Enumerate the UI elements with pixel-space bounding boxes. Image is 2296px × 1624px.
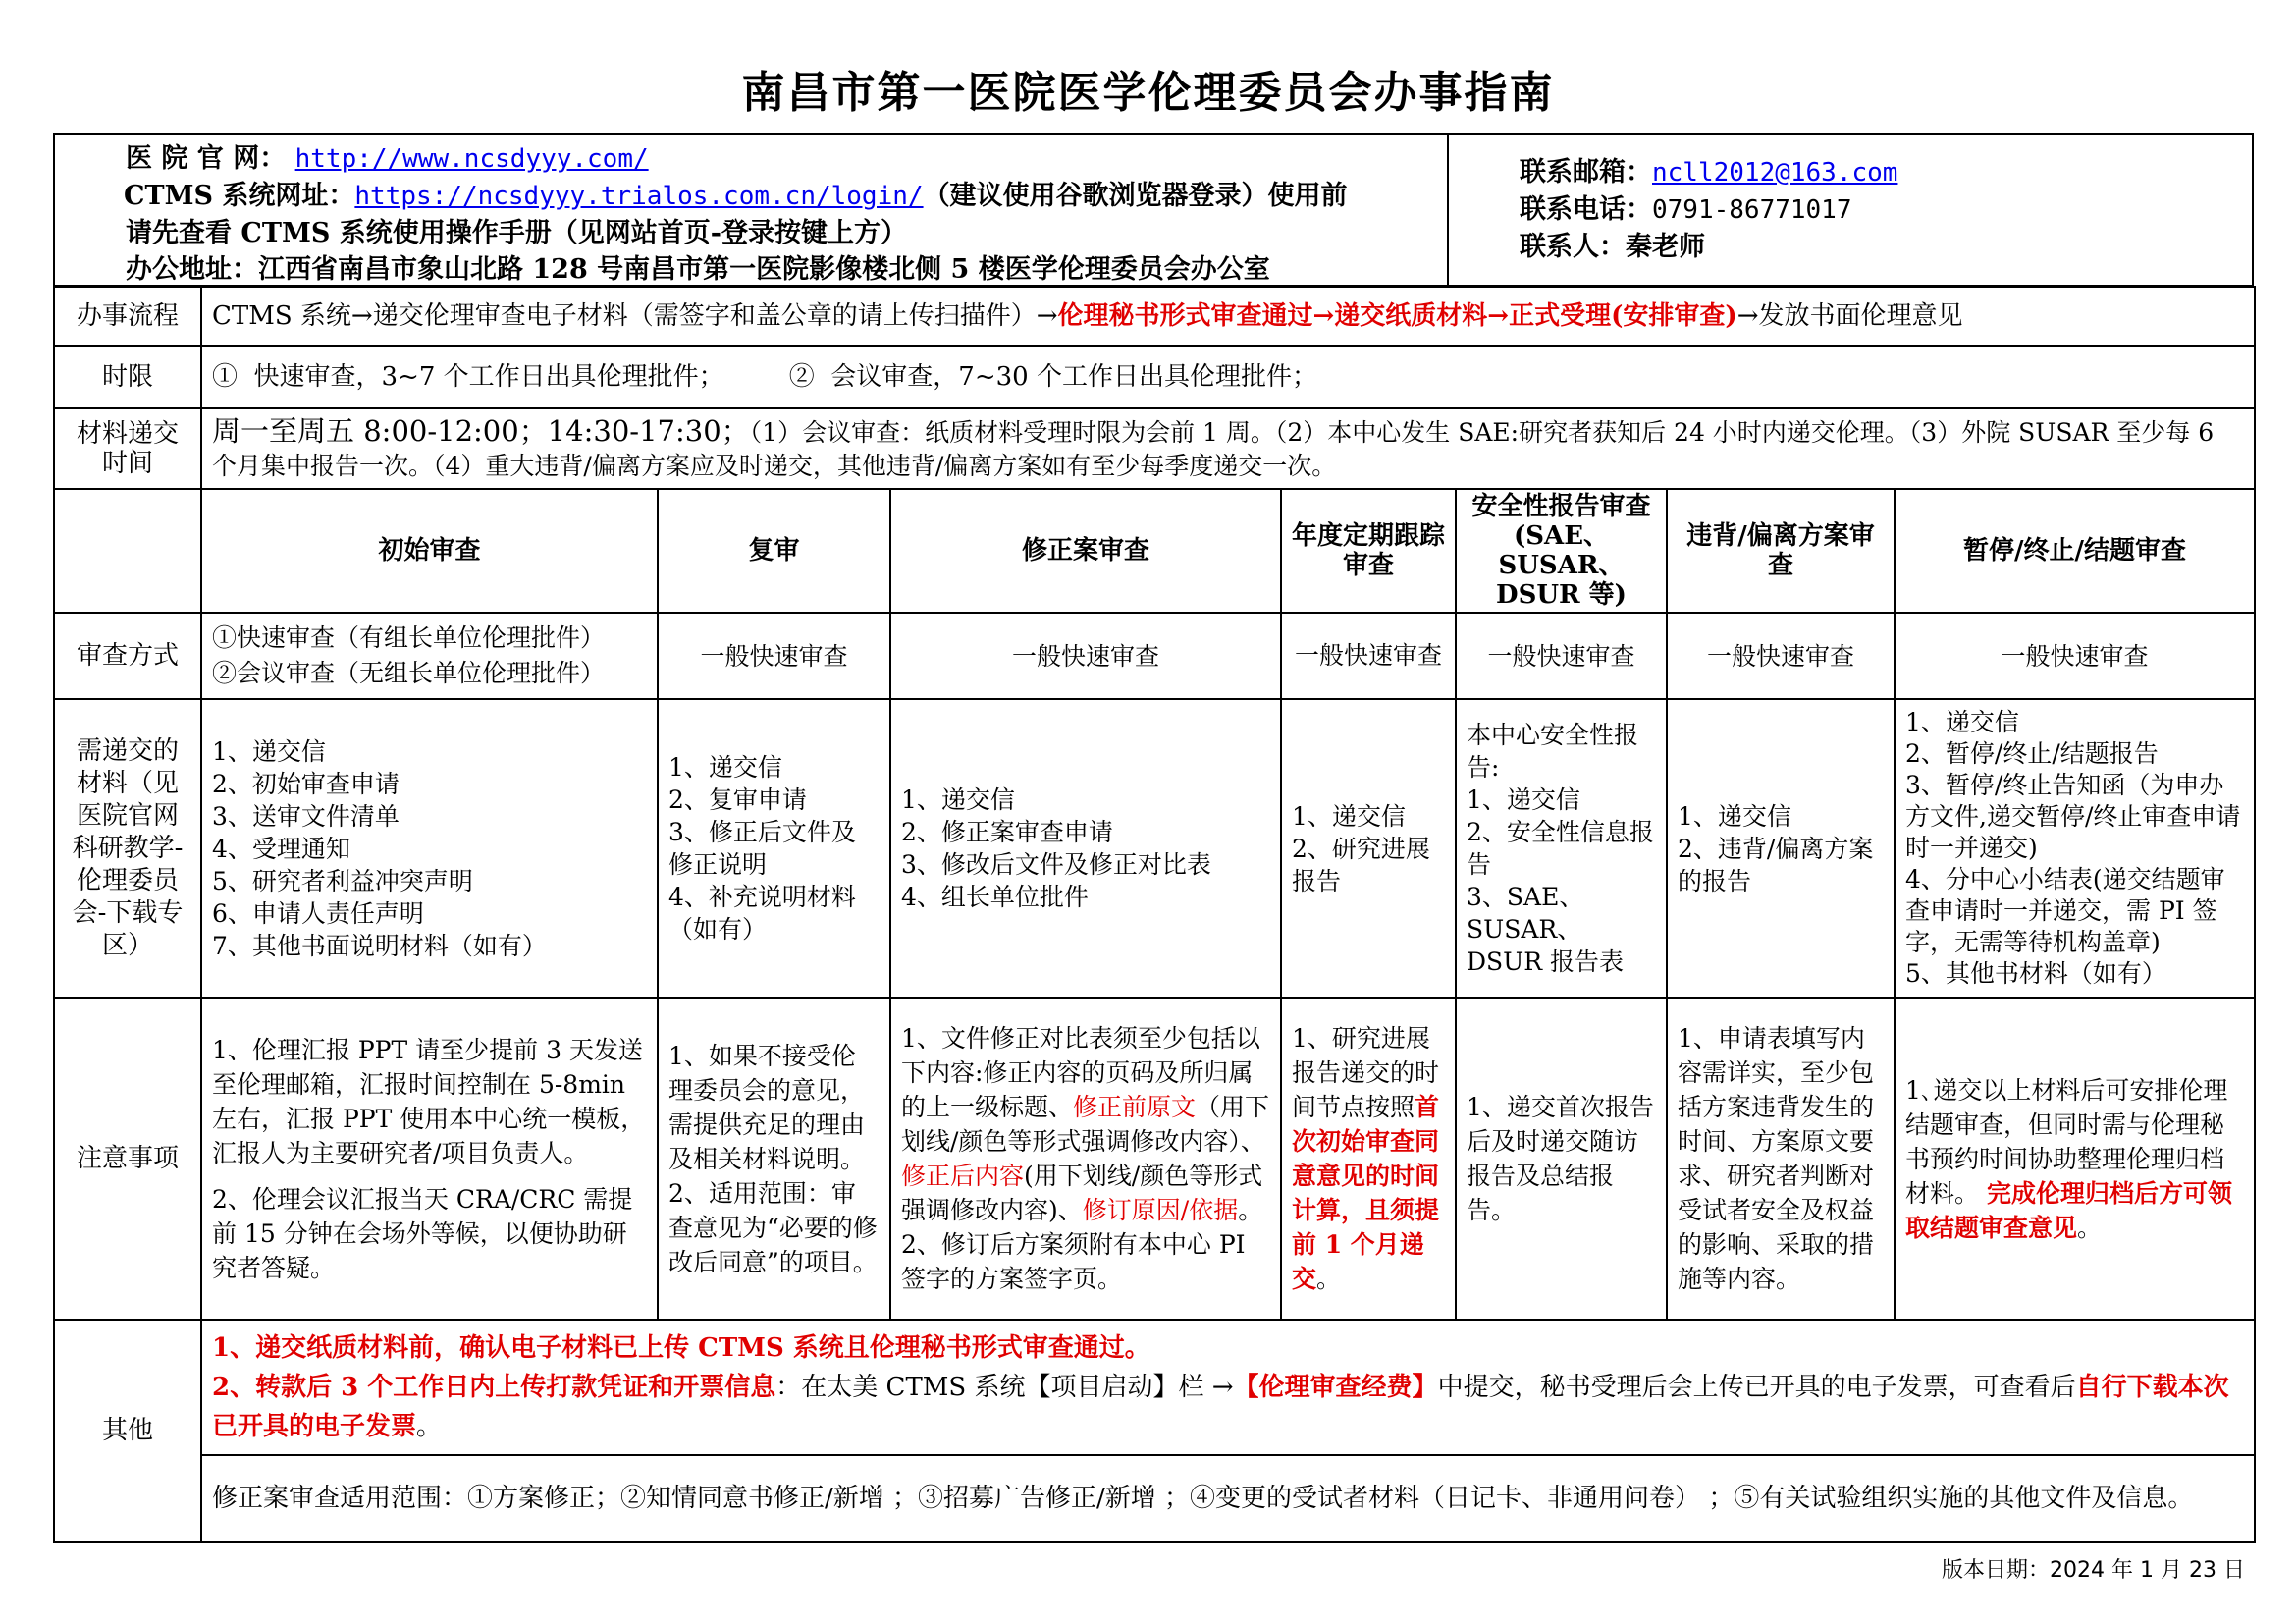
row-review-method (54, 613, 2255, 699)
header-left (55, 135, 1449, 285)
materials-label: 需递交的材料（见医院官网科研教学-伦理委员会-下载专区） (54, 699, 201, 998)
notes-annual-b: 首次初始审查同意意见的时间计算，且须提前 1 个月递交 (1292, 1093, 1440, 1293)
submit-time-label: 材料递交时间 (54, 408, 201, 489)
other-line-2f: 。 (416, 1412, 443, 1441)
notes-amendment-g: 。 2、修订后方案须附有本中心 PI 签字的方案签字页。 (901, 1196, 1263, 1293)
process-text (201, 287, 2255, 346)
notes-annual-a: 1、研究进展报告递交的时间节点按照 (1292, 1024, 1440, 1121)
ctms-label: CTMS 系统网址： (124, 181, 355, 211)
col-initial-review: 初始审查 (201, 489, 658, 613)
notes-annual (1281, 998, 1456, 1320)
ctms-note: （建议使用谷歌浏览器登录）使用前 (923, 181, 1348, 211)
other-line-2a: 2、转款后 3 个工作日内上传打款凭证和开票信息 (212, 1373, 776, 1402)
notes-termination-a: 1､递交以上材料后可安排伦理结题审查，但同时需与伦理秘书预约时间协助整理伦理归档材料。 (1905, 1075, 2228, 1208)
other-line-2d: 中提交，秘书受理后会上传已开具的电子发票，可查看后 (1437, 1373, 2076, 1402)
office-address: 办公地址：江西省南昌市象山北路 128 号南昌市第一医院影像楼北侧 5 楼医学伦理委员会办公室 (126, 254, 1270, 285)
review-method-label: 审查方式 (54, 613, 201, 699)
timelimit-text: ① 快速审查，3~7 个工作日出具伦理批件； ② 会议审查，7~30 个工作日出具伦理批件； (201, 346, 2255, 408)
contact-header (53, 133, 2254, 287)
page-title: 南昌市第一医院医学伦理委员会办事指南 (741, 68, 1555, 118)
version-date: 版本日期：2024 年 1 月 23 日 (1942, 1558, 2245, 1583)
notes-amendment-c: （用下划线/颜色等形式强调修改内容）、 (901, 1093, 1270, 1156)
guide-table (53, 286, 2256, 1543)
header-right (1520, 154, 1897, 265)
col-re-review: 复审 (658, 489, 890, 613)
materials-safety: 本中心安全性报告: 1、递交信 2、安全性信息报告 3、SAE、SUSAR、DSUR 报告表 (1456, 699, 1667, 998)
materials-termination: 1、递交信 2、暂停/终止/结题报告 3、暂停/终止告知函（为申办方文件,递交暂停/终止审查申请时一并递交) 4、分中心小结表(递交结题审查申请时一并递交，需 PI 签字，无需等待机构盖章) 5、其他书材料（如有） (1895, 699, 2255, 998)
materials-amendment: 1、递交信 2、修正案审查申请 3、修改后文件及修正对比表 4、组长单位批件 (890, 699, 1281, 998)
materials-re-review: 1、递交信 2、复审申请 3、修正后文件及修正说明 4、补充说明材料（如有） (658, 699, 890, 998)
col-safety-review: 安全性报告审查(SAE、SUSAR、DSUR 等) (1456, 489, 1667, 613)
row-timelimit (54, 346, 2255, 408)
other-line-2 (212, 1368, 2244, 1446)
notes-safety: 1、递交首次报告后及时递交随访报告及总结报告。 (1456, 998, 1667, 1320)
row-column-headers (54, 489, 2255, 613)
notes-initial-2: 2、伦理会议汇报当天 CRA/CRC 需提前 15 分钟在会场外等候，以便协助研究者答疑。 (212, 1184, 633, 1282)
notes-termination (1895, 998, 2255, 1320)
contact-person: 联系人：秦老师 (1520, 232, 1705, 262)
office-hours: 周一至周五 8:00-12:00；14:30-17:30； (212, 414, 750, 448)
row-materials (54, 699, 2255, 998)
materials-annual: 1、递交信 2、研究进展报告 (1281, 699, 1456, 998)
method-safety: 一般快速审查 (1456, 613, 1667, 699)
notes-amendment-before: 修正前原文 (1073, 1093, 1197, 1121)
method-termination: 一般快速审查 (1895, 613, 2255, 699)
email-label: 联系邮箱： (1520, 157, 1652, 188)
process-label: 办事流程 (54, 287, 201, 346)
col-amendment-review: 修正案审查 (890, 489, 1281, 613)
notes-annual-c: 。 (1316, 1265, 1342, 1293)
other-label: 其他 (54, 1320, 201, 1542)
submit-time-text (201, 408, 2255, 489)
materials-initial: 1、递交信 2、初始审查申请 3、送审文件清单 4、受理通知 5、研究者利益冲突声明 6、申请人责任声明 7、其他书面说明材料（如有） (201, 699, 658, 998)
method-amendment: 一般快速审查 (890, 613, 1281, 699)
phone-label: 联系电话： (1520, 194, 1652, 225)
submit-rules: （1）会议审查：纸质材料受理时限为会前 1 周。（2）本中心发生 SAE:研究者获知后 24 小时内递交伦理。（3）外院 SUSAR 至少每 6 个月集中报告一次。（4）重大违背/偏离方案应及时递交，其他违背/偏离方案如有至少每季度递交一次。 (212, 418, 2215, 480)
method-re-review: 一般快速审查 (658, 613, 890, 699)
notes-termination-c: 。 (2077, 1213, 2103, 1242)
process-step-3: →发放书面伦理意见 (1736, 300, 1963, 331)
notes-re-review: 1、如果不接受伦理委员会的意见，需提供充足的理由及相关材料说明。 2、适用范围：审查意见为“必要的修改后同意”的项目。 (658, 998, 890, 1320)
method-initial: ①快速审查（有组长单位伦理批件） ②会议审查（无组长单位伦理批件） (201, 613, 658, 699)
ctms-note-2: 请先查看 CTMS 系统使用操作手册（见网站首页-登录按键上方） (126, 218, 907, 248)
process-step-1: CTMS 系统→递交伦理审查电子材料（需签字和盖公章的请上传扫描件）→ (212, 300, 1058, 331)
method-annual: 一般快速审查 (1281, 613, 1456, 699)
other-line-1: 1、递交纸质材料前，确认电子材料已上传 CTMS 系统且伦理秘书形式审查通过。 (212, 1333, 1150, 1363)
col-deviation-review: 违背/偏离方案审查 (1667, 489, 1895, 613)
row-process (54, 287, 2255, 346)
notes-label: 注意事项 (54, 998, 201, 1320)
col-annual-review: 年度定期跟踪审查 (1281, 489, 1456, 613)
process-step-2: 伦理秘书形式审查通过→递交纸质材料→正式受理(安排审查) (1057, 300, 1737, 331)
amendment-scope: 修正案审查适用范围：①方案修正；②知情同意书修正/新增 ；③招募广告修正/新增 ；④变更的受试者材料（日记卡、非通用问卷） ；⑤有关试验组织实施的其他文件及信息。 (201, 1455, 2255, 1542)
row-other-1 (54, 1320, 2255, 1455)
other-line-2b: ：在太美 CTMS 系统【项目启动】栏 → (775, 1373, 1234, 1402)
notes-amendment-e: (用下划线/颜色等形式强调修改内容)、 (901, 1162, 1263, 1224)
notes-amendment-reason: 修订原因/依据 (1082, 1196, 1239, 1224)
row-notes (54, 998, 2255, 1320)
phone-number: 0791-86771017 (1652, 195, 1852, 225)
notes-initial (201, 998, 658, 1320)
header-corner (54, 489, 201, 613)
row-other-2 (54, 1455, 2255, 1542)
method-deviation: 一般快速审查 (1667, 613, 1895, 699)
col-termination-review: 暂停/终止/结题审查 (1895, 489, 2255, 613)
notes-termination-b: 完成伦理归档后方可领取结题审查意见 (1905, 1178, 2232, 1242)
ctms-link[interactable]: https://ncsdyyy.trialos.com.cn/login/ (354, 182, 924, 211)
other-line-2e: 自行下载本次已开具的电子发票 (212, 1373, 2229, 1441)
notes-amendment-a: 1、文件修正对比表须至少包括以下内容:修正内容的页码及所归属的上一级标题、 (901, 1024, 1260, 1121)
materials-deviation: 1、递交信 2、违背/偏离方案的报告 (1667, 699, 1895, 998)
website-link[interactable]: http://www.ncsdyyy.com/ (294, 144, 649, 174)
notes-initial-1: 1、伦理汇报 PPT 请至少提前 3 天发送至伦理邮箱，汇报时间控制在 5-8min 左右，汇报 PPT 使用本中心统一模板，汇报人为主要研究者/项目负责人。 (212, 1035, 646, 1167)
website-label: 医 院 官 网： (126, 143, 287, 174)
timelimit-label: 时限 (54, 346, 201, 408)
notes-amendment-after: 修正后内容 (901, 1162, 1025, 1190)
other-main (201, 1320, 2255, 1455)
other-line-2c: 【伦理审查经费】 (1233, 1373, 1438, 1402)
email-link[interactable]: ncll2012@163.com (1652, 158, 1898, 188)
row-submit-time (54, 408, 2255, 489)
notes-deviation: 1、申请表填写内容需详实，至少包括方案违背发生的时间、方案原文要求、研究者判断对受试者安全及权益的影响、采取的措施等内容。 (1667, 998, 1895, 1320)
notes-amendment (890, 998, 1281, 1320)
